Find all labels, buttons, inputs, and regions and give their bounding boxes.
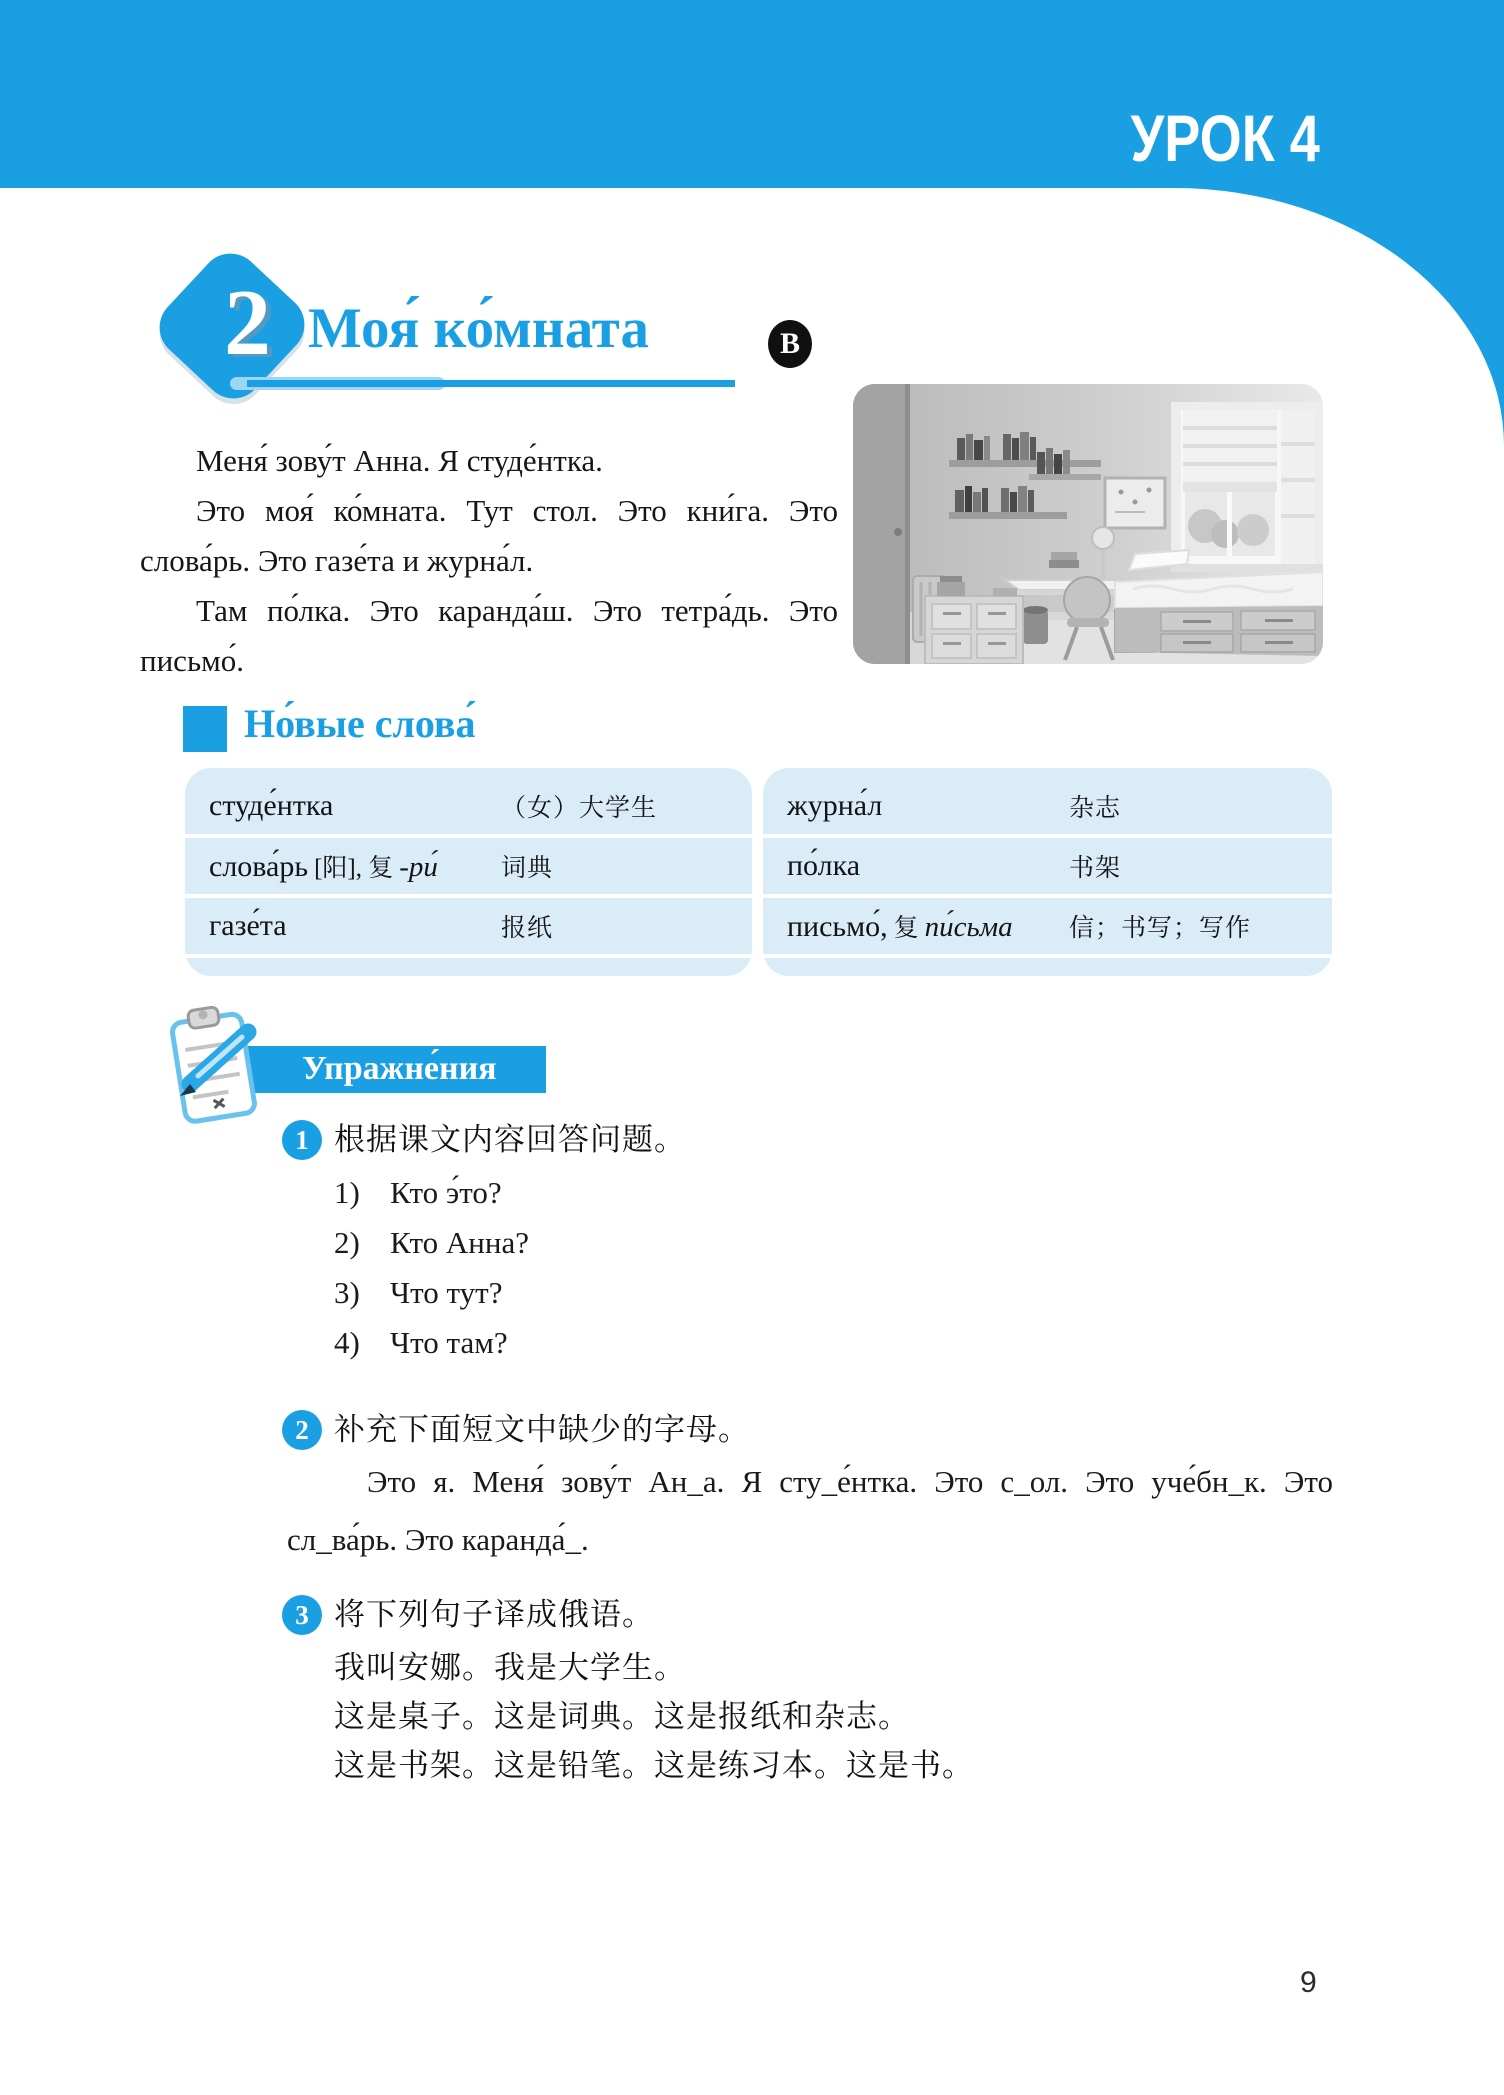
passage-line: Меня́ зову́т Анна. Я студе́нтка. bbox=[196, 443, 603, 478]
lesson-title: УРОК 4 bbox=[1130, 101, 1320, 175]
question-item bbox=[334, 1173, 502, 1213]
exercise-number-badge: 3 bbox=[282, 1595, 322, 1635]
reading-passage bbox=[140, 436, 838, 686]
vocab-row bbox=[185, 898, 752, 954]
vocab-heading: Но́вые слова́ bbox=[244, 701, 476, 746]
section-title: Моя́ ко́мната bbox=[308, 297, 649, 360]
clipboard-pen-icon bbox=[156, 1000, 268, 1130]
vocab-word: журна́л bbox=[787, 789, 883, 822]
question-item bbox=[334, 1273, 502, 1313]
cloze-passage-line: сл_ва́рь. Это каранда́_. bbox=[287, 1522, 589, 1557]
audio-marker-icon: B bbox=[768, 320, 812, 368]
exercises-heading: Упражне́ния bbox=[302, 1050, 497, 1087]
row-divider bbox=[185, 954, 752, 958]
vocab-row bbox=[763, 778, 1332, 834]
vocab-word: письмо́, bbox=[787, 910, 888, 943]
passage-line: письмо́. bbox=[140, 643, 244, 678]
vocab-row bbox=[763, 838, 1332, 894]
exercise-number-badge: 2 bbox=[282, 1410, 322, 1450]
question-item bbox=[334, 1223, 529, 1263]
vocab-plural: -ри́ bbox=[399, 851, 438, 883]
translation-sentence: 这是桌子。这是词典。这是报纸和杂志。 bbox=[334, 1699, 910, 1734]
translation-sentence: 我叫安娜。我是大学生。 bbox=[334, 1650, 686, 1685]
page-number: 9 bbox=[1300, 1966, 1317, 1999]
question-label: 1) bbox=[334, 1175, 360, 1210]
question-text: Кто э́то? bbox=[390, 1175, 502, 1210]
vocab-translation: 信；书写；写作 bbox=[1069, 915, 1252, 942]
vocab-plural: пи́сьма bbox=[924, 911, 1013, 943]
exercise-stem: 将下列句子译成俄语。 bbox=[334, 1597, 654, 1632]
section-bullet-icon bbox=[183, 706, 227, 752]
row-divider bbox=[763, 954, 1332, 958]
translation-sentence: 这是书架。这是铅笔。这是练习本。这是书。 bbox=[334, 1748, 974, 1783]
question-label: 4) bbox=[334, 1325, 360, 1360]
passage-line: слова́рь. Это газе́та и журна́л. bbox=[140, 543, 534, 578]
vocab-note: 复 bbox=[893, 915, 919, 942]
vocab-translation: （女）大学生 bbox=[501, 795, 658, 822]
exercise-number-badge: 1 bbox=[282, 1120, 322, 1160]
exercise-stem: 补充下面短文中缺少的字母。 bbox=[334, 1412, 750, 1447]
question-text: Кто Анна? bbox=[390, 1225, 529, 1260]
vocab-word: слова́рь bbox=[209, 850, 309, 883]
question-label: 2) bbox=[334, 1225, 360, 1260]
vocab-translation: 报纸 bbox=[501, 915, 554, 942]
vocab-row bbox=[185, 838, 752, 894]
room-photo bbox=[853, 384, 1323, 664]
vocab-word: по́лка bbox=[787, 849, 861, 882]
vocab-note: [阳], 复 bbox=[314, 855, 394, 882]
exercise-stem: 根据课文内容回答问题。 bbox=[334, 1122, 686, 1157]
vocab-panel-left bbox=[185, 768, 752, 976]
question-label: 3) bbox=[334, 1275, 360, 1310]
question-text: Что тут? bbox=[390, 1275, 503, 1310]
question-text: Что там? bbox=[390, 1325, 508, 1360]
question-item bbox=[334, 1323, 508, 1363]
passage-line: Там по́лка. Это каранда́ш. Это тетра́дь. Это bbox=[196, 593, 838, 628]
vocab-word: газе́та bbox=[209, 909, 287, 942]
vocab-word: студе́нтка bbox=[209, 789, 334, 822]
passage-line: Это моя́ ко́мната. Тут стол. Это кни́га. Это bbox=[196, 493, 838, 528]
cloze-passage-line: Это я. Меня́ зову́т Ан_а. Я сту_е́нтка. Это с_ол. Это уче́бн_к. Это bbox=[367, 1464, 1333, 1499]
vocab-row bbox=[763, 898, 1332, 954]
title-underline bbox=[247, 380, 735, 387]
section-number: 2 bbox=[224, 271, 271, 375]
vocab-translation: 书架 bbox=[1069, 855, 1122, 882]
vocab-panel-right bbox=[763, 768, 1332, 976]
vocab-translation: 词典 bbox=[501, 855, 554, 882]
vocab-translation: 杂志 bbox=[1069, 795, 1122, 822]
vocab-row bbox=[185, 778, 752, 834]
